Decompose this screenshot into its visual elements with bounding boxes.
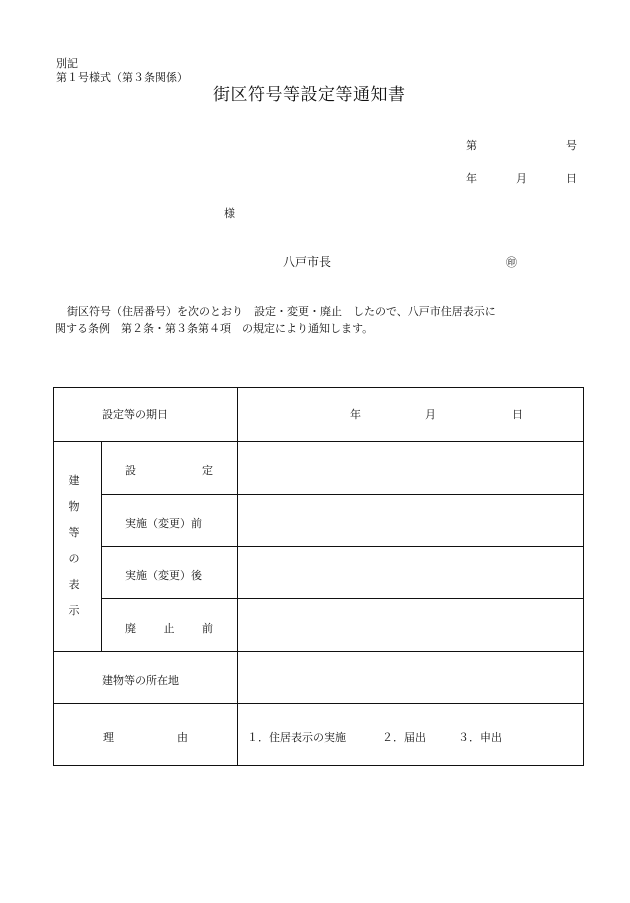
row-abolish-label (125, 620, 213, 636)
group-label-char: 等 (68, 526, 80, 539)
label-part: 廃 (125, 622, 136, 635)
table-rule (54, 651, 583, 652)
group-label-char: の (68, 552, 80, 565)
issuer-name: 八戸市長 (283, 255, 332, 269)
appendix-label: 別記 (56, 57, 78, 70)
table-rule (54, 703, 583, 704)
table-rule (101, 494, 583, 495)
group-label-char: 示 (68, 604, 80, 617)
date-day: 日 (566, 172, 577, 185)
label-part: 前 (202, 622, 213, 635)
label-part: 定 (202, 464, 213, 477)
building-display-group-label (64, 472, 84, 618)
row-before-label: 実施（変更）前 (125, 517, 202, 530)
form-number-label: 第１号様式（第３条関係） (56, 71, 188, 84)
date-year: 年 (466, 172, 477, 185)
label-part: 止 (163, 622, 175, 635)
row-date-month: 月 (425, 408, 436, 421)
row-after-label: 実施（変更）後 (125, 569, 202, 582)
table-rule (54, 441, 583, 442)
reason-option-3: ３．申出 (458, 731, 502, 744)
label-part: 理 (103, 731, 114, 744)
row-date-year: 年 (350, 408, 361, 421)
row-location-label: 建物等の所在地 (102, 674, 179, 687)
group-label-char: 建 (68, 474, 80, 487)
row-setting-label (125, 462, 213, 478)
row-reason-label (103, 729, 188, 745)
date-month: 月 (516, 172, 527, 185)
number-dai: 第 (466, 139, 477, 152)
label-part: 設 (125, 464, 136, 477)
notification-table (53, 387, 584, 766)
seal-mark: ㊞ (506, 256, 517, 269)
row-date-day: 日 (512, 408, 523, 421)
reason-option-1: １．住居表示の実施 (247, 731, 346, 744)
label-part: 由 (177, 731, 188, 744)
body-text-line2: 関する条例 第２条・第３条第４項 の規定により通知します。 (55, 322, 374, 335)
table-rule (237, 388, 238, 765)
table-rule (101, 546, 583, 547)
reason-option-2: ２．届出 (382, 731, 426, 744)
table-rule (101, 598, 583, 599)
body-text-line1: 街区符号（住居番号）を次のとおり 設定・変更・廃止 したので、八戸市住居表示に (67, 305, 496, 318)
document-title: 街区符号等設定等通知書 (213, 85, 406, 105)
table-rule (101, 441, 102, 651)
group-label-char: 物 (68, 500, 80, 513)
number-go: 号 (566, 139, 577, 152)
addressee-sama: 様 (224, 207, 235, 220)
group-label-char: 表 (68, 578, 80, 591)
row-date-label: 設定等の期日 (102, 408, 168, 421)
